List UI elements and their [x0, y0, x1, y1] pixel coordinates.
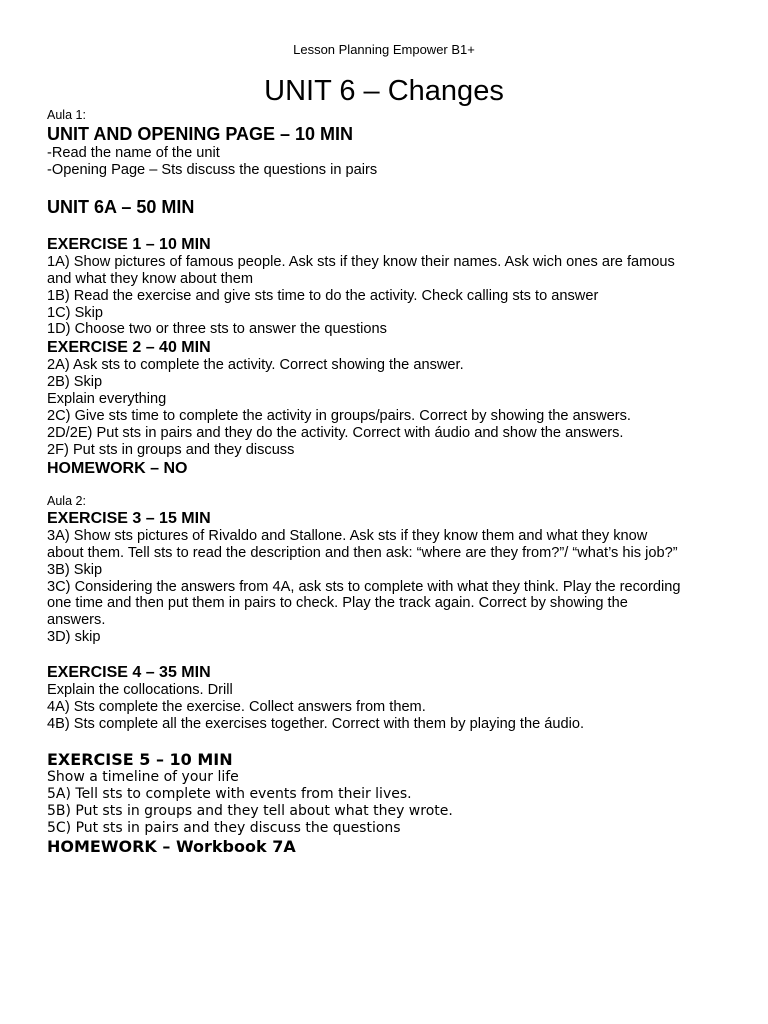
homework-2: HOMEWORK – Workbook 7A [47, 836, 296, 856]
exercise-1-line: and what they know about them [47, 270, 254, 287]
exercise-5-line: 5C) Put sts in pairs and they discuss the questions [47, 819, 401, 836]
exercise-1-line: 1A) Show pictures of famous people. Ask sts if they know their names. Ask wich ones are famous [47, 253, 675, 270]
exercise-3-line: answers. [47, 612, 106, 629]
homework-1: HOMEWORK – NO [47, 459, 188, 477]
exercise-3-line: 3D) skip [47, 629, 101, 646]
exercise-2-line: 2F) Put sts in groups and they discuss [47, 441, 295, 458]
exercise-1-line: 1D) Choose two or three sts to answer the questions [47, 321, 387, 338]
opening-heading: UNIT AND OPENING PAGE – 10 MIN [47, 124, 354, 144]
exercise-3-line: 3B) Skip [47, 561, 103, 578]
exercise-2-heading: EXERCISE 2 – 40 MIN [47, 339, 211, 357]
exercise-2-line: Explain everything [47, 391, 167, 408]
document-title: UNIT 6 – Changes [264, 75, 504, 107]
lesson-plan-body [47, 108, 727, 856]
aula-2-label: Aula 2: [47, 493, 86, 508]
exercise-3-line: 3A) Show sts pictures of Rivaldo and Stallone. Ask sts if they know them and what they know [47, 527, 648, 544]
exercise-5-heading: EXERCISE 5 – 10 MIN [47, 749, 233, 769]
exercise-2-line: 2B) Skip [47, 374, 103, 391]
exercise-3-line: about them. Tell sts to read the description and then ask: “where are they from?”/ “what’s his job?” [47, 544, 678, 561]
exercise-4-line: 4B) Sts complete all the exercises together. Correct with them by playing the áudio. [47, 715, 584, 732]
exercise-5-line: Show a timeline of your life [47, 768, 239, 785]
opening-line: -Read the name of the unit [47, 145, 220, 161]
exercise-3-line: 3C) Considering the answers from 4A, ask sts to complete with what they think. Play the recording [47, 578, 681, 595]
exercise-1-heading: EXERCISE 1 – 10 MIN [47, 235, 211, 253]
exercise-1-line: 1C) Skip [47, 304, 103, 321]
aula-1-label: Aula 1: [47, 108, 86, 122]
exercise-1-line: 1B) Read the exercise and give sts time to do the activity. Check calling sts to answer [47, 287, 599, 304]
exercise-2-line: 2D/2E) Put sts in pairs and they do the activity. Correct with áudio and show the answers. [47, 424, 624, 441]
exercise-5-line: 5B) Put sts in groups and they tell about what they wrote. [47, 802, 453, 819]
exercise-4-line: Explain the collocations. Drill [47, 682, 233, 699]
exercise-4-line: 4A) Sts complete the exercise. Collect answers from them. [47, 699, 426, 716]
document-header: Lesson Planning Empower B1+ [293, 42, 475, 57]
exercise-3-heading: EXERCISE 3 – 15 MIN [47, 509, 211, 527]
exercise-5-line: 5A) Tell sts to complete with events from their lives. [47, 785, 412, 802]
exercise-2-line: 2A) Ask sts to complete the activity. Correct showing the answer. [47, 357, 464, 374]
exercise-4-heading: EXERCISE 4 – 35 MIN [47, 664, 211, 682]
opening-line: -Opening Page – Sts discuss the questions in pairs [47, 161, 378, 178]
unit-6a-heading: UNIT 6A – 50 MIN [47, 196, 195, 217]
exercise-3-line: one time and then put them in pairs to check. Play the track again. Correct by showing the [47, 595, 628, 612]
exercise-2-line: 2C) Give sts time to complete the activity in groups/pairs. Correct by showing the answers. [47, 408, 631, 425]
